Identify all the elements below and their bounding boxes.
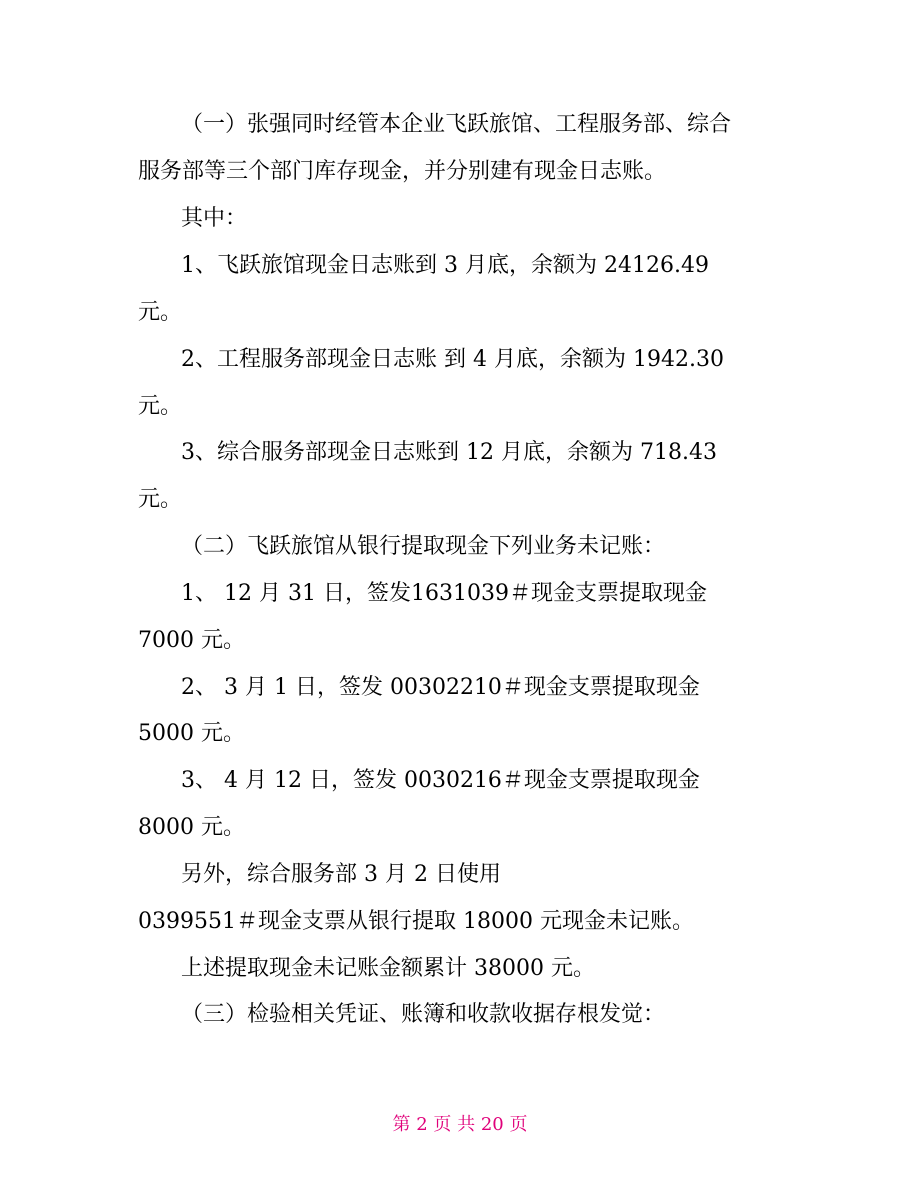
withdrawal-3-line-2: 8000 元。 <box>138 815 245 840</box>
list-item-3-line-2: 元。 <box>138 487 183 512</box>
paragraph-additionally-line-2: 0399551＃现金支票从银行提取 18000 元现金未记账。 <box>138 909 694 934</box>
page-number: 第 2 页 共 20 页 <box>392 1114 528 1135</box>
list-item-2-line-1: 2、工程服务部现金日志账 到 4 月底，余额为 1942.30 <box>181 347 724 372</box>
list-item-3-line-1: 3、综合服务部现金日志账到 12 月底，余额为 718.43 <box>181 440 717 465</box>
paragraph-section-1-line-2: 服务部等三个部门库存现金，并分别建有现金日志账。 <box>138 159 667 184</box>
paragraph-section-1-line-1: （一）张强同时经管本企业飞跃旅馆、工程服务部、综合 <box>181 112 732 137</box>
list-item-1-line-2: 元。 <box>138 300 183 325</box>
list-item-1-line-1: 1、飞跃旅馆现金日志账到 3 月底，余额为 24126.49 <box>181 253 709 278</box>
paragraph-section-2: （二）飞跃旅馆从银行提取现金下列业务未记账： <box>181 534 666 559</box>
paragraph-section-3: （三）检验相关凭证、账簿和收款收据存根发觉： <box>181 1002 666 1027</box>
withdrawal-2-line-1: 2、 3 月 1 日，签发 00302210＃现金支票提取现金 <box>181 675 700 700</box>
list-item-2-line-2: 元。 <box>138 394 183 419</box>
withdrawal-2-line-2: 5000 元。 <box>138 721 245 746</box>
paragraph-additionally-line-1: 另外，综合服务部 3 月 2 日使用 <box>181 862 501 887</box>
paragraph-total: 上述提取现金未记账金额累计 38000 元。 <box>181 956 595 981</box>
withdrawal-1-line-2: 7000 元。 <box>138 628 245 653</box>
paragraph-among-them: 其中： <box>181 206 248 231</box>
withdrawal-1-line-1: 1、 12 月 31 日，签发1631039＃现金支票提取现金 <box>181 581 707 606</box>
withdrawal-3-line-1: 3、 4 月 12 日，签发 0030216＃现金支票提取现金 <box>181 768 700 793</box>
